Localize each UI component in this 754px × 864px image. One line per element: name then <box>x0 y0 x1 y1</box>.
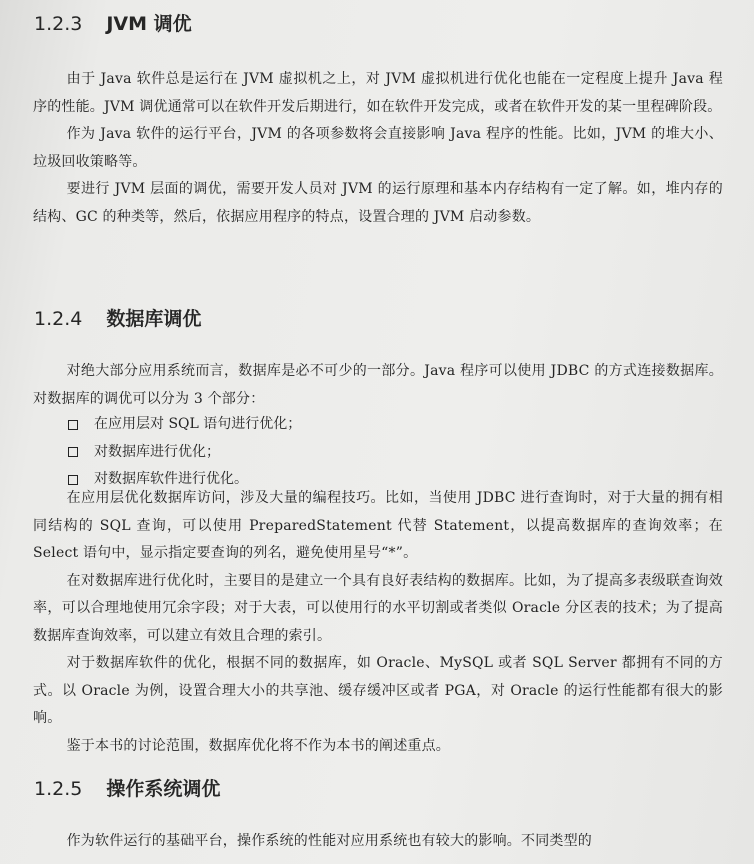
square-bullet-icon <box>68 475 78 485</box>
paragraph: 在应用层优化数据库访问，涉及大量的编程技巧。比如，当使用 JDBC 进行查询时，对于大量的拥有相同结构的 SQL 查询，可以使用 PreparedStatement 代替 Statement，以提高数据库的查询效率；在 Select 语句中，显示指定要查询的列名，避免使用星号“*”。 <box>33 490 723 561</box>
section-1-2-5-body <box>33 828 723 856</box>
section-heading-1-2-4 <box>34 304 201 331</box>
section-1-2-4-body <box>33 485 723 760</box>
section-heading-1-2-3 <box>34 9 192 36</box>
bullet-list <box>68 411 301 494</box>
section-number: 1.2.4 <box>34 308 83 330</box>
section-title: 操作系统调优 <box>106 778 221 800</box>
section-number: 1.2.3 <box>34 13 83 35</box>
paragraph: 对于数据库软件的优化，根据不同的数据库，如 Oracle、MySQL 或者 SQL Server 都拥有不同的方式。以 Oracle 为例，设置合理大小的共享池、缓存缓冲区或者 PGA，对 Oracle 的运行性能都有很大的影响。 <box>33 655 723 726</box>
list-item <box>68 439 301 467</box>
paragraph: 对绝大部分应用系统而言，数据库是必不可少的一部分。Java 程序可以使用 JDBC 的方式连接数据库。对数据库的调优可以分为 3 个部分： <box>33 363 723 407</box>
section-title: 数据库调优 <box>106 308 202 330</box>
list-item-text: 对数据库软件进行优化。 <box>94 471 248 487</box>
section-title: JVM 调优 <box>106 13 192 35</box>
section-1-2-3-body <box>33 66 723 231</box>
square-bullet-icon <box>68 447 78 457</box>
square-bullet-icon <box>68 420 78 430</box>
paragraph: 作为软件运行的基础平台，操作系统的性能对应用系统也有较大的影响。不同类型的 <box>66 833 592 849</box>
paragraph: 要进行 JVM 层面的调优，需要开发人员对 JVM 的运行原理和基本内存结构有一定了解。如，堆内存的结构、GC 的种类等，然后，依据应用程序的特点，设置合理的 JVM 启动参数。 <box>33 181 723 225</box>
section-number: 1.2.5 <box>34 778 83 800</box>
paragraph: 由于 Java 软件总是运行在 JVM 虚拟机之上，对 JVM 虚拟机进行优化也能在一定程度上提升 Java 程序的性能。JVM 调优通常可以在软件开发后期进行，如在软件开发完成，或者在软件开发的某一里程碑阶段。 <box>33 71 723 115</box>
paragraph: 作为 Java 软件的运行平台，JVM 的各项参数将会直接影响 Java 程序的性能。比如，JVM 的堆大小、垃圾回收策略等。 <box>33 126 723 170</box>
paragraph: 在对数据库进行优化时，主要目的是建立一个具有良好表结构的数据库。比如，为了提高多表级联查询效率，可以合理地使用冗余字段；对于大表，可以使用行的水平切割或者类似 Oracle 分区表的技术；为了提高数据库查询效率，可以建立有效且合理的索引。 <box>33 572 723 644</box>
list-item-text: 在应用层对 SQL 语句进行优化； <box>94 416 302 432</box>
section-heading-1-2-5 <box>34 774 220 801</box>
list-item <box>68 411 301 439</box>
section-1-2-4-intro <box>33 358 723 413</box>
paragraph: 鉴于本书的讨论范围，数据库优化将不作为本书的阐述重点。 <box>66 737 450 754</box>
list-item-text: 对数据库进行优化； <box>94 443 220 460</box>
